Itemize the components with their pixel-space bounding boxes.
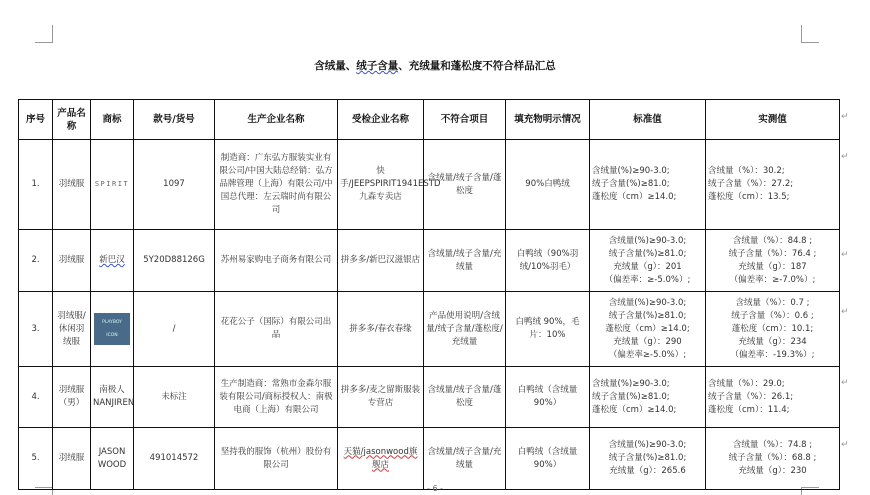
paragraph-mark-icon: ↵: [841, 152, 849, 162]
cell-failed-items: 含绒量/绒子含量/蓬松度: [424, 140, 506, 230]
paragraph-mark-icon: ↵: [841, 307, 849, 317]
measured-line: 蓬松度（cm）：13.5;: [708, 192, 790, 202]
measured-line: 含绒量（%）：84.8 ;: [732, 235, 813, 246]
measured-line: 蓬松度（cm）：11.4;: [708, 404, 790, 415]
cell-product: 羽绒服（男）: [53, 367, 91, 428]
cell-model: 5Y20D88126G: [134, 230, 215, 292]
standard-line: 充绒量（g）：265.6: [609, 466, 686, 476]
cell-measured: [706, 367, 840, 428]
cell-inspected: 快手/JEEPSPIRIT1941ESTD 九森专卖店: [338, 140, 424, 230]
table-row: [19, 140, 840, 230]
header-inspected: 受检企业名称: [338, 100, 424, 140]
cell-standard: [590, 230, 706, 292]
cell-no: 2.: [19, 230, 53, 292]
cell-brand: [91, 292, 134, 367]
standard-line: 充绒量（g）：290: [613, 336, 682, 347]
measured-line: 绒子含量（%）：0.6 ;: [731, 310, 814, 321]
standard-line: 含绒量(%)≥90-3.0;: [608, 440, 687, 450]
measured-line: 绒子含量（%）：27.2;: [708, 179, 794, 189]
cell-brand: [91, 140, 134, 230]
header-manufacturer: 生产企业名称: [215, 100, 338, 140]
measured-line: 含绒量（%）：74.8 ;: [732, 440, 813, 450]
cell-inspected: 拼多多/春衣春缘: [338, 292, 424, 367]
cell-model: /: [134, 292, 215, 367]
header-standard: 标准值: [590, 100, 706, 140]
cell-filling: 白鸭绒（含绒量 90%）: [506, 428, 590, 490]
measured-line: 绒子含量（%）：76.4 ;: [728, 248, 817, 259]
measured-line: 含绒量（%）：29.0;: [708, 378, 785, 389]
cell-no: 1.: [19, 140, 53, 230]
cell-measured: [706, 428, 840, 490]
measured-line: 绒子含量（%）：68.8 ;: [728, 453, 817, 463]
cell-brand: [91, 230, 134, 292]
measured-line: 充绒量（g）：187: [738, 261, 807, 272]
standard-line: 蓬松度（cm）≥14.0;: [592, 192, 677, 202]
cell-filling: 白鸭绒（90%羽绒/10%羽毛）: [506, 230, 590, 292]
cell-filling: 白鸭绒 90%，毛片：10%: [506, 292, 590, 367]
cell-model: 1097: [134, 140, 215, 230]
header-no: 序号: [19, 100, 53, 140]
paragraph-mark-icon: ↵: [841, 440, 849, 450]
cell-standard: [590, 140, 706, 230]
standard-line: 含绒量(%)≥90-3.0;: [592, 166, 670, 176]
standard-line: 充绒量（g）：201: [613, 261, 682, 272]
cell-brand: JASON WOOD: [91, 428, 134, 490]
cell-product: 羽绒服: [53, 428, 91, 490]
cell-failed-items: 含绒量/绒子含量/充绒量: [424, 230, 506, 292]
standard-line: 蓬松度（cm）≥14.0;: [605, 323, 690, 334]
title-part: 、充绒量和蓬松度不符合样品汇总: [398, 60, 556, 72]
cell-model: 491014572: [134, 428, 215, 490]
standard-line: 绒子含量(%)≥81.0;: [592, 179, 670, 189]
cell-manufacturer: 生产制造商：常熟市金森尔服装有限公司/商标授权人：南极电商（上海）有限公司: [215, 367, 338, 428]
table-row: [19, 428, 840, 490]
table-header-row: [19, 100, 840, 140]
title-part-spellcheck: 绒子含量: [356, 60, 399, 72]
header-filling: 填充物明示情况: [506, 100, 590, 140]
table-row: [19, 367, 840, 428]
cell-measured: [706, 292, 840, 367]
header-failed-items: 不符合项目: [424, 100, 506, 140]
standard-line: 绒子含量(%)≥81.0;: [608, 248, 687, 259]
table-row: [19, 292, 840, 367]
cell-manufacturer: 制造商：广东弘方服装实业有限公司/中国大陆总经销：弘方品牌管理（上海）有限公司/中国总代理：左云瑞时尚有限公司: [215, 140, 338, 230]
measured-line: 含绒量（%）：30.2;: [708, 166, 785, 176]
measured-line: 充绒量（g）：230: [738, 466, 807, 476]
standard-line: 含绒量(%)≥90-3.0;: [608, 235, 687, 246]
measured-line: 含绒量（%）：0.7 ;: [735, 297, 810, 308]
brand-logo-image: PLAYBOY ICON: [94, 313, 130, 345]
cell-filling: 白鸭绒（含绒量 90%）: [506, 367, 590, 428]
header-product: 产品名称: [53, 100, 91, 140]
cell-manufacturer: 花花公子（国际）有限公司出品: [215, 292, 338, 367]
header-brand: 商标: [91, 100, 134, 140]
paragraph-mark-icon: ↵: [841, 250, 849, 260]
cell-measured: [706, 140, 840, 230]
cell-product: 羽绒服: [53, 140, 91, 230]
cell-inspected: [338, 428, 424, 490]
cell-brand: 南极人 NANJIREN: [91, 367, 134, 428]
standard-line: （偏差率：≥-5.0%）;: [604, 274, 691, 285]
cell-manufacturer: 坚持我的服饰（杭州）股份有限公司: [215, 428, 338, 490]
document-title: [0, 58, 870, 73]
brand-logo-image: SPIRIT: [94, 180, 130, 188]
cell-product: 羽绒服/休闲羽绒服: [53, 292, 91, 367]
cell-failed-items: 含绒量/绒子含量/充绒量: [424, 428, 506, 490]
brand-text: 新巴汉: [99, 255, 125, 265]
table-row: [19, 230, 840, 292]
cell-standard: [590, 428, 706, 490]
measured-line: 绒子含量（%）：26.1;: [708, 391, 794, 402]
cell-no: 5.: [19, 428, 53, 490]
standard-line: 蓬松度（cm）≥14.0;: [592, 404, 677, 415]
inspected-text: 天猫/jasonwood旗舰店: [343, 446, 418, 470]
crop-mark-top-left: [35, 25, 53, 43]
cell-no: 4.: [19, 367, 53, 428]
cell-product: 羽绒服: [53, 230, 91, 292]
measured-line: （偏差率：-19.3%）;: [730, 349, 815, 360]
standard-line: 绒子含量(%)≥81.0;: [608, 453, 687, 463]
paragraph-mark-icon: ↵: [841, 378, 849, 388]
title-part: 含绒量、: [314, 60, 357, 72]
measured-line: 蓬松度（cm）：10.1;: [731, 323, 814, 334]
header-model: 款号/货号: [134, 100, 215, 140]
cell-model: 未标注: [134, 367, 215, 428]
standard-line: 含绒量(%)≥90-3.0;: [608, 297, 687, 308]
cell-standard: [590, 292, 706, 367]
nonconforming-samples-table: [18, 99, 840, 490]
measured-line: （偏差率：≥-7.0%）;: [729, 274, 816, 285]
cell-filling: 90%白鸭绒: [506, 140, 590, 230]
crop-mark-top-right: [801, 25, 819, 43]
cell-failed-items: 产品使用说明/含绒量/绒子含量/蓬松度/充绒量: [424, 292, 506, 367]
page-number: - 6 -: [427, 484, 443, 493]
measured-line: 充绒量（g）：234: [738, 336, 807, 347]
cell-failed-items: 含绒量/绒子含量/蓬松度: [424, 367, 506, 428]
cell-manufacturer: 苏州易家购电子商务有限公司: [215, 230, 338, 292]
standard-line: 绒子含量(%)≥81.0;: [608, 310, 687, 321]
standard-line: 绒子含量(%)≥81.0;: [592, 391, 670, 402]
standard-line: 含绒量(%)≥90-3.0;: [592, 378, 670, 389]
cell-no: 3.: [19, 292, 53, 367]
paragraph-mark-icon: ↵: [841, 112, 849, 122]
cell-standard: [590, 367, 706, 428]
cell-inspected: 拼多多/新巴汉滋银店: [338, 230, 424, 292]
cell-inspected: 拼多多/麦之留斯服装专营店: [338, 367, 424, 428]
standard-line: （偏差率≥-5.0%）;: [608, 349, 687, 360]
header-measured: 实测值: [706, 100, 840, 140]
cell-measured: [706, 230, 840, 292]
